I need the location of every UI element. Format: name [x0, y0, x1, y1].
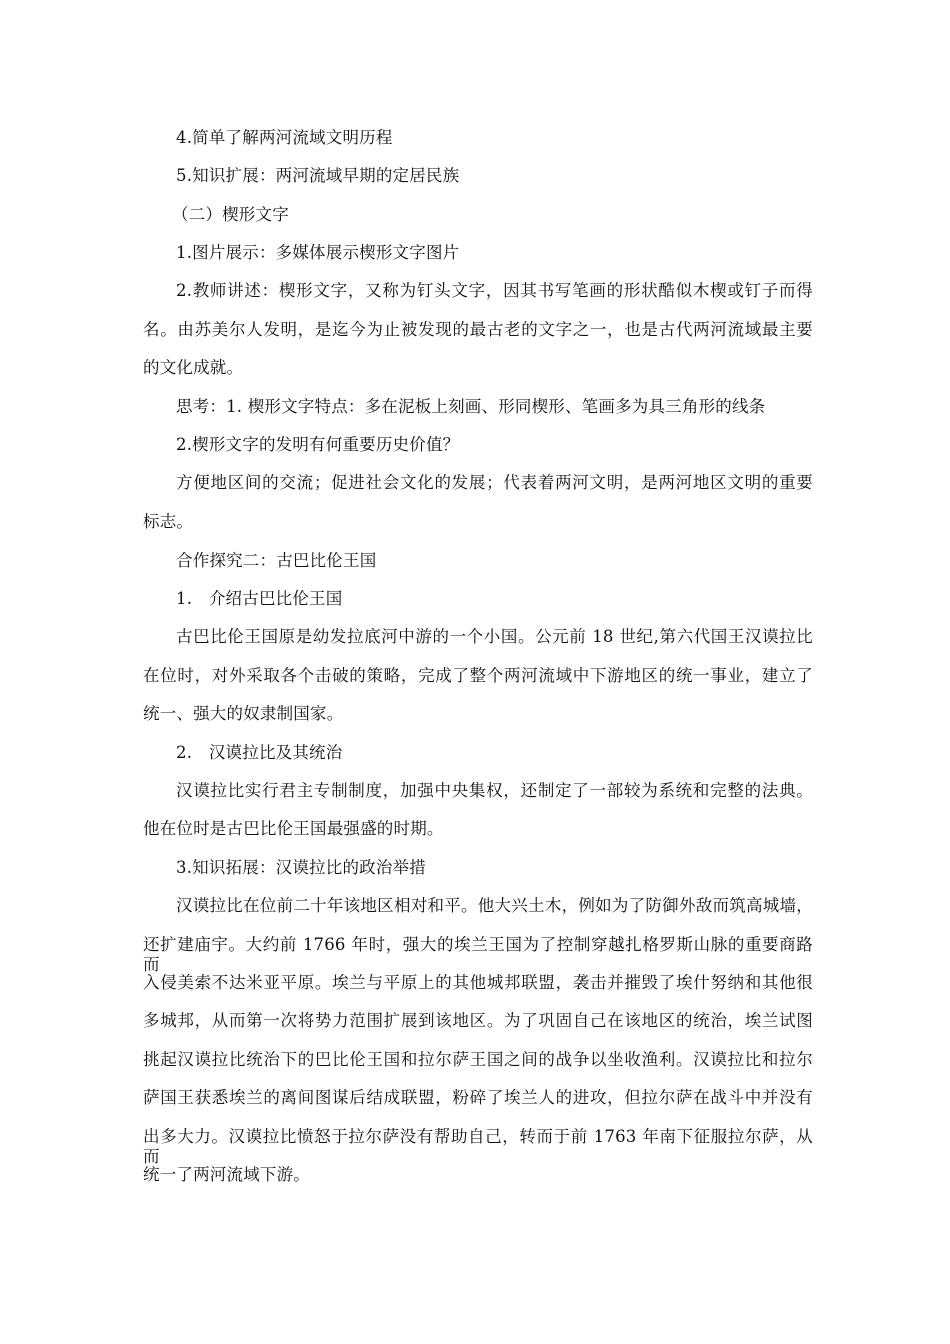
paragraph-line: 方便地区间的交流；促进社会文化的发展；代表着两河文明，是两河地区文明的重要	[176, 473, 813, 492]
paragraph-line: 出多大力。汉谟拉比愤怒于拉尔萨没有帮助自己，转而于前 1763 年南下征服拉尔萨，从而	[143, 1127, 813, 1166]
list-item-picture: 1.图片展示：多媒体展示楔形文字图片	[176, 243, 460, 262]
paragraph-line: 汉谟拉比在位前二十年该地区相对和平。他大兴土木，例如为了防御外敌而筑高城墙，	[176, 896, 813, 915]
paragraph-line: 统一、强大的奴隶制国家。	[143, 704, 344, 723]
paragraph-line: 标志。	[143, 512, 194, 531]
paragraph-line: 挑起汉谟拉比统治下的巴比伦王国和拉尔萨王国之间的战争以坐收渔利。汉谟拉比和拉尔	[143, 1050, 813, 1069]
paragraph-line: 还扩建庙宇。大约前 1766 年时，强大的埃兰王国为了控制穿越扎格罗斯山脉的重要商路而	[143, 935, 813, 974]
list-item-5: 5.知识扩展：两河流域早期的定居民族	[176, 166, 460, 185]
list-item-1: 1. 介绍古巴比伦王国	[176, 589, 343, 608]
paragraph-line: 汉谟拉比实行君主专制制度，加强中央集权，还制定了一部较为系统和完整的法典。	[176, 781, 813, 800]
paragraph-line: 萨国王获悉埃兰的离间图谋后结成联盟，粉碎了埃兰人的进攻，但拉尔萨在战斗中并没有	[143, 1088, 813, 1107]
section-heading-babylon: 合作探究二：古巴比伦王国	[176, 551, 377, 570]
list-item-3: 3.知识拓展：汉谟拉比的政治举措	[176, 858, 426, 877]
paragraph-line: 的文化成就。	[143, 358, 244, 377]
paragraph-line: 古巴比伦王国原是幼发拉底河中游的一个小国。公元前 18 世纪,第六代国王汉谟拉比	[176, 627, 813, 646]
paragraph-line: 入侵美索不达米亚平原。埃兰与平原上的其他城邦联盟，袭击并摧毁了埃什努纳和其他很	[143, 973, 813, 992]
paragraph-line: 2.教师讲述：楔形文字，又称为钉头文字，因其书写笔画的形状酷似木楔或钉子而得	[176, 281, 813, 300]
paragraph-line: 名。由苏美尔人发明，是迄今为止被发现的最古老的文字之一，也是古代两河流域最主要	[143, 320, 813, 339]
section-heading-cuneiform: （二）楔形文字	[172, 205, 289, 224]
list-item-4: 4.简单了解两河流域文明历程	[176, 128, 393, 147]
paragraph-line: 统一了两河流域下游。	[143, 1165, 310, 1184]
paragraph-line: 他在位时是古巴比伦王国最强盛的时期。	[143, 819, 444, 838]
thinking-question: 2.楔形文字的发明有何重要历史价值？	[176, 435, 460, 454]
thinking-question: 思考：1. 楔形文字特点：多在泥板上刻画、形同楔形、笔画多为具三角形的线条	[176, 397, 766, 416]
paragraph-line: 多城邦，从而第一次将势力范围扩展到该地区。为了巩固自己在该地区的统治，埃兰试图	[143, 1011, 813, 1030]
list-item-2: 2. 汉谟拉比及其统治	[176, 743, 343, 762]
paragraph-line: 在位时，对外采取各个击破的策略，完成了整个两河流域中下游地区的统一事业，建立了	[143, 666, 813, 685]
